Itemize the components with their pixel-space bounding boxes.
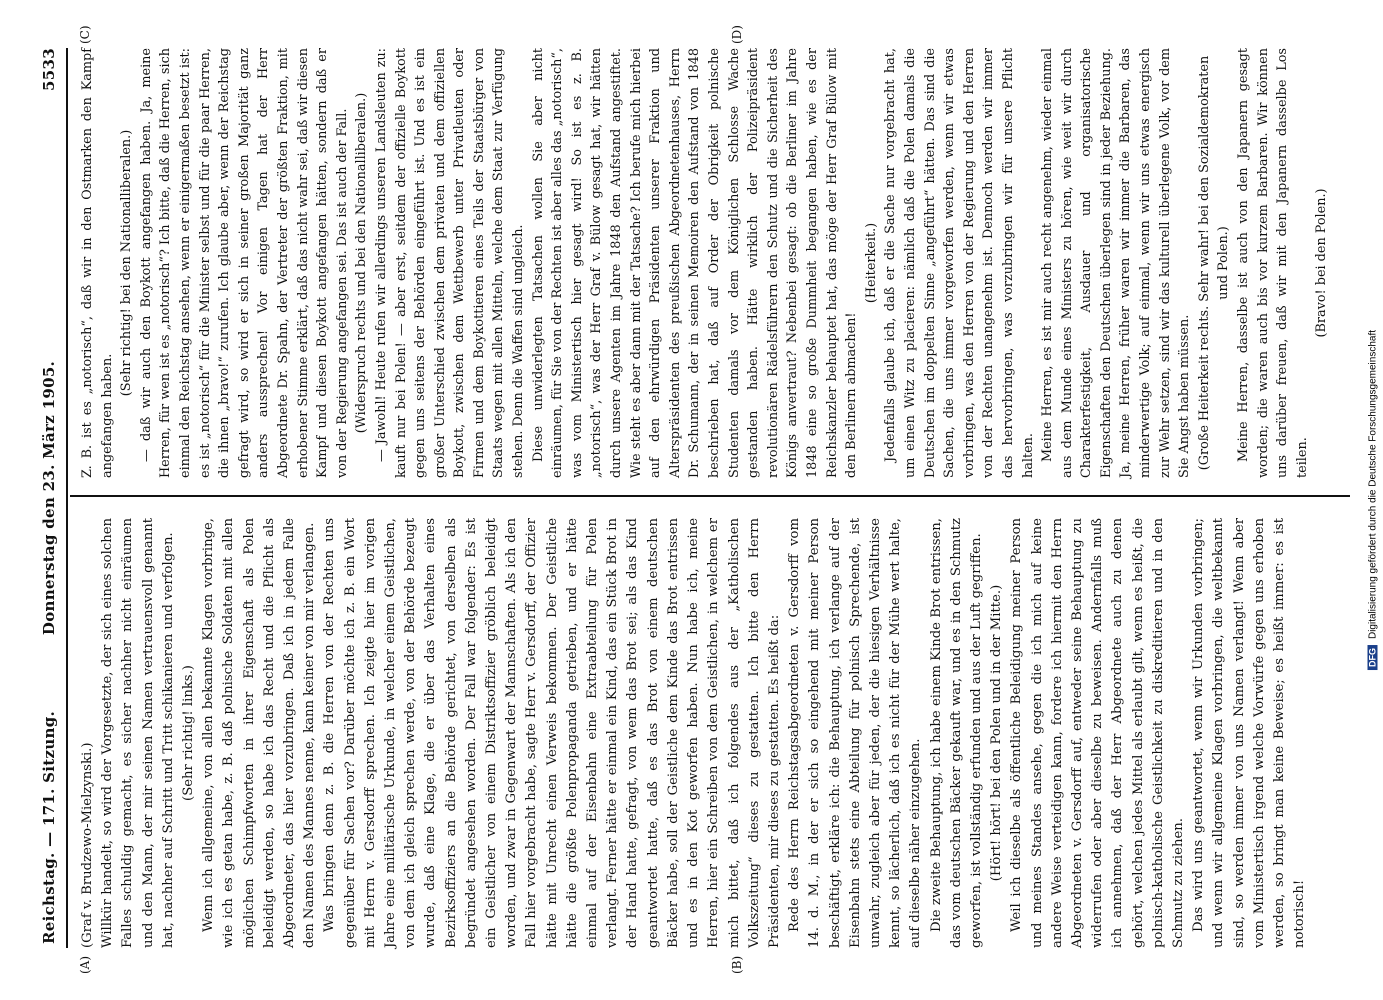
paragraph: Jedenfalls glaube ich, daß er die Sache nur vorgebracht hat, um einen Witz zu placieren: nämlich daß die Polen damals die Deutschen im doppelten Sinne „angeführt“ hätten. Das sind die Sachen, die uns immer vorgeworfen werden, wenn wir etwas vorbringen, was den Herren von der Regierung und den Herren von der Rechten unangenehm ist. Dennoch werden wir immer das hervorbringen, was vorzubringen wir für unsere Pflicht halten.	[883, 48, 1036, 478]
interjection: (Sehr richtig! links.)	[181, 665, 197, 801]
interjection: (Heiterkeit.)	[863, 222, 879, 304]
dfg-logo: DFG	[1368, 645, 1378, 670]
digitization-credit-text: Digitalisierung gefördert durch die Deutsche Forschungsgemeinschaft	[1367, 329, 1379, 640]
paragraph: Meine Herren, dasselbe ist auch von den Japanern gesagt worden; die waren auch bis vor kurzem Barbaren. Wir können uns darüber freuen, daß wir mit den Japanern dasselbe Los teilen.	[1236, 48, 1310, 478]
header-rule	[66, 48, 68, 948]
speaker-attribution: (Graf v. Brudzewo-Mielzynski.)	[80, 742, 95, 948]
quoted-paragraph: Die zweite Behauptung, ich habe einem Kinde Brot entrissen, das vom deutschen Bäcker gekauft war, und es in den Schmutz geworfen, ist vollständig erfunden und aus der Luft gegriffen.	[928, 518, 984, 948]
column-divider	[70, 495, 1350, 497]
interjection: (Bravo! bei den Polen.)	[1314, 188, 1330, 338]
paragraph: Z. B. ist es „notorisch“, daß wir in den Ostmarken den Kampf angefangen haben.	[80, 48, 115, 478]
digitization-credit	[1368, 330, 1379, 670]
paragraph: Meine Herren, es ist mir auch recht angenehm, wieder einmal aus dem Munde eines Ministers zu hören, wie weit wir durch Charakterfestigkeit, Ausdauer und organisatorische Eigenschaften den Deutschen überlegen sind in jeder Beziehung. Ja, meine Herren, früher waren wir immer die Barbaren, das minderwertige Volk; auf einmal, wenn wir uns etwas energisch zur Wehr setzen, sind wir das kulturell überlegene Volk, vor dem Sie Angst haben müssen.	[1040, 48, 1193, 478]
margin-mark-b: (B)	[730, 955, 744, 974]
interjection: (Hört! hört! bei den Polen und in der Mitte.)	[989, 584, 1005, 882]
interjection: (Große Heiterkeit rechts. Sehr wahr! bei den Sozialdemokraten und Polen.)	[1196, 55, 1232, 471]
paragraph: — Jawohl! Heute rufen wir allerdings unseren Landsleuten zu: kauft nur bei Polen! — aber erst, seitdem der offizielle Boykott gegen uns seitens der Behörden eingeführt ist. Und es ist ein großer Unterschied zwischen dem privaten und dem offiziellen Boykott, zwischen dem Wettbewerb unter Privatleuten oder Firmen und dem Boykottieren eines Teils der Staatsbürger von Staats wegen mit allen Mitteln, welche dem Staat zur Verfügung stehen. Denn die Waffen sind ungleich.	[373, 48, 527, 478]
left-column	[78, 518, 1348, 948]
page-number: 5533	[40, 48, 58, 91]
interjection: (Sehr richtig! bei den Nationalliberalen.)	[119, 129, 135, 397]
paragraph: Das wird uns geantwortet, wenn wir Urkunden vorbringen; und wenn wir allgemeine Klagen vorbringen, die weltbekannt sind, so werden immer von uns Namen verlangt! Wenn aber vom Ministertisch irgend welche Vorwürfe gegen uns erhoben werden, so bringt man keine Beweise; es heißt immer: es ist notorisch!	[1191, 518, 1308, 948]
document-page	[30, 25, 1355, 974]
margin-mark-c: (C)	[78, 25, 92, 44]
header-date: Donnerstag den 23. März 1905.	[40, 360, 58, 636]
right-column	[78, 48, 1348, 478]
paragraph: Willkür handelt, so wird der Vorgesetzte, der sich eines solchen Falles schuldig gemacht, es sicher nachher nicht einräumen und den Mann, der mir seinen Namen vertrauensvoll genannt hat, nachher auf Schritt und Tritt schikanieren und verfolgen.	[100, 518, 176, 948]
header-left-title: Reichstag. — 171. Sitzung.	[40, 710, 58, 944]
margin-mark-d: (D)	[730, 25, 744, 44]
paragraph: Diese unwiderlegten Tatsachen wollen Sie aber nicht einräumen, für Sie von der Rechten ist aber alles das „notorisch“, was vom Ministertisch hier gesagt wird! So ist es z. B. „notorisch“, was der Herr Graf v. Bülow gesagt hat, wir hätten durch unsere Agenten im Jahre 1848 den Aufstand angestiftet. Wie steht es aber dann mit der Tatsache? Ich berufe mich hierbei auf den ehrwürdigen Präsidenten unserer Fraktion und Alterspräsidenten des preußischen Abgeordnetenhauses, Herrn Dr. Schumann, der in seinen Memoiren den Aufstand von 1848 beschrieben hat, daß auf Order der Obrigkeit polnische Studenten damals vor dem Königlichen Schlosse Wache gestanden haben. Hätte wirklich der Polizeipräsident revolutionären Rädelsführern den Schutz und die Sicherheit des Königs anvertraut? Nebenbei gesagt: ob die Berliner im Jahre 1848 eine so große Dummheit begangen haben, wie es der Reichskanzler behauptet hat, das möge der Herr Graf Bülow mit den Berlinern abmachen!	[530, 48, 860, 478]
interjection: (Widerspruch rechts und bei den Nationalliberalen.)	[354, 92, 370, 434]
page-header	[30, 48, 68, 948]
margin-mark-a: (A)	[78, 955, 92, 974]
paragraph: Was bringen denn z. B. die Herren von der Rechten uns gegenüber für Sachen vor? Darüber möchte ich z. B. ein Wort mit Herrn v. Gersdorff sprechen. Ich zeigte hier im vorigen Jahre eine militärische Urkunde, in welcher einem Geistlichen, von dem ich gleich sprechen werde, von der Behörde bezeugt wurde, daß eine Klage, die er über das Verhalten eines Bezirksoffiziers an die Behörde gerichtet, von derselben als begründet angesehen worden. Der Fall war folgender: Es ist ein Geistlicher von einem Distriktsoffizier gröblich beleidigt worden, und zwar in Gegenwart der Mannschaften. Als ich den Fall hier vorgebracht habe, sagte Herr v. Gersdorff, der Offizier hätte mit Unrecht einen Verweis bekommen. Der Geistliche hätte die größte Polenpropaganda getrieben, und er hätte einmal auf der Eisenbahn eine Extraabteilung für Polen verlangt. Ferner hätte er einmal ein Kind, das ein Stück Brot in der Hand hatte, gefragt, von wem das Brot sei; als das Kind geantwortet hatte, daß es das Brot von einem deutschen Bäcker habe, soll der Geistliche dem Kinde das Brot entrissen und es in den Kot geworfen haben. Nun habe ich, meine Herren, hier ein Schreiben von dem Geistlichen, in welchem er mich bittet, daß ich folgendes aus der „Katholischen Volkszeitung“ dieses zu gestatten. Ich bitte den Herrn Präsidenten, mir dieses zu gestatten. Es heißt da:	[322, 518, 782, 948]
quoted-paragraph: Rede des Herrn Reichstagsabgeordneten v. Gersdorff vom 14. d. M., in der er sich so eingehend mit meiner Person beschäftigt, erkläre ich: die Behauptung, ich verlange auf der Eisenbahn stets eine Abteilung für polnisch Sprechende, ist unwahr, zugleich aber für jeden, der die hiesigen Verhältnisse kennt, so lächerlich, daß ich es nicht für der Mühe wert halte, auf dieselbe näher einzugehen.	[787, 518, 924, 948]
paragraph: Wenn ich allgemeine, von allen bekannte Klagen vorbringe, wie ich es getan habe, z. B. daß polnische Soldaten mit allen möglichen Schimpfworten in ihrer Eigenschaft als Polen beleidigt werden, so habe ich das Recht und die Pflicht als Abgeordneter, das hier vorzubringen. Daß ich in jedem Falle den Namen des Mannes nenne, kann keiner von mir verlangen.	[201, 518, 318, 948]
paragraph: — daß wir auch den Boykott angefangen haben. Ja, meine Herren, für wen ist es „notorisch“? Ich bitte, daß die Herren, sich einmal den Reichstag ansehen, wenn er einigermaßen besetzt ist: es ist „notorisch“ für die Minister selbst und für die paar Herren, die ihnen „bravo!“ zurufen. Ich glaube aber, wenn der Reichstag gefragt wird, so wird er sich in seiner großen Majorität ganz anders aussprechen! Vor einigen Tagen hat der Herr Abgeordnete Dr. Spahn, der Vertreter der größten Fraktion, mit erhobener Stimme erklärt, daß das nicht wahr sei, daß wir diesen Kampf und diesen Boykott angefangen hätten, sondern daß er von der Regierung angefangen sei. Das ist auch der Fall.	[138, 48, 350, 478]
quoted-paragraph: Weil ich dieselbe als öffentliche Beleidigung meiner Person und meines Standes ansehe, gegen die ich mich auf keine andere Weise verteidigen kann, fordere ich hiermit den Herrn Abgeordneten v. Gersdorff auf, entweder seine Behauptung zu widerrufen oder aber dieselbe zu beweisen. Andernfalls muß ich annehmen, daß der Herr Abgeordnete auch zu denen gehört, welchen jedes Mittel als erlaubt gilt, wenn es heißt, die polnisch-katholische Geistlichkeit zu diskreditieren und in den Schmutz zu ziehen.	[1009, 518, 1186, 948]
